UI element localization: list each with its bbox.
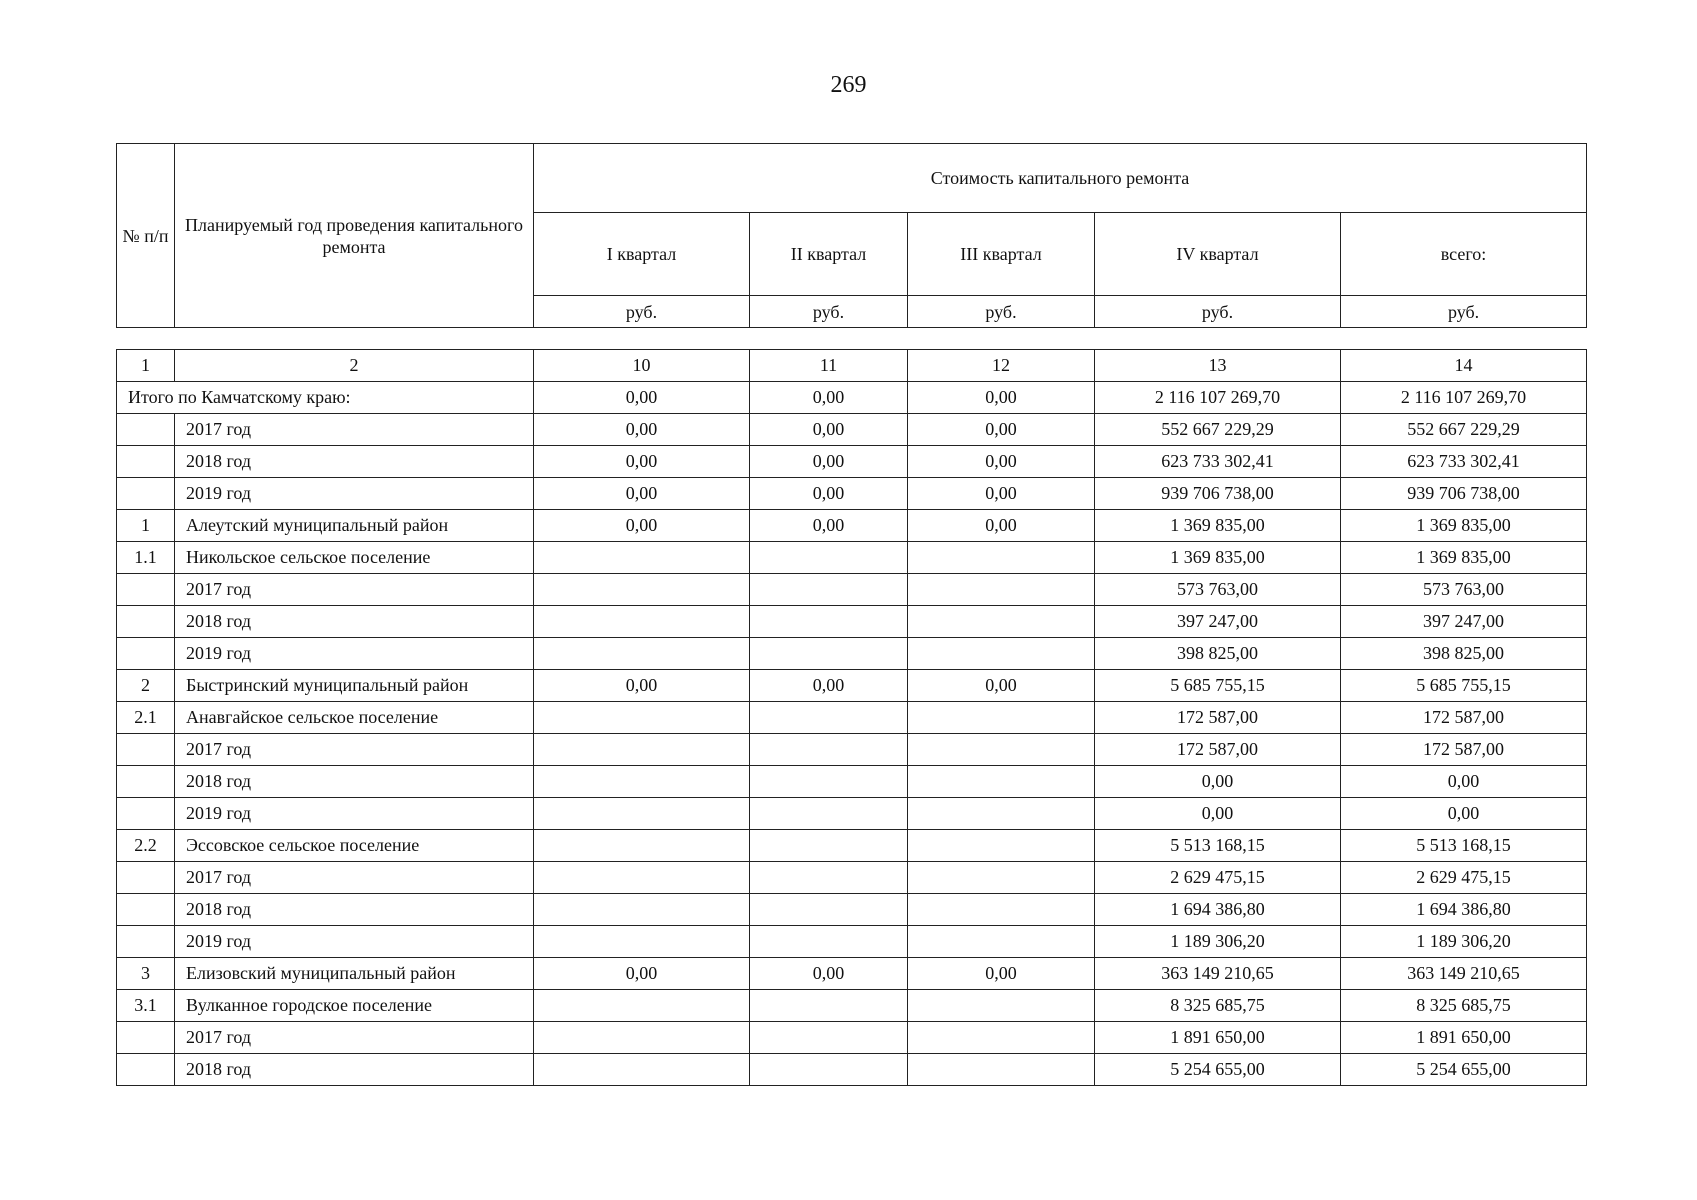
row-name-cell: 2018 год [175, 446, 534, 478]
row-number-cell: 1 [117, 510, 175, 542]
row-name-cell: Анавгайское сельское поселение [175, 702, 534, 734]
q2-cost-cell [750, 542, 908, 574]
total-row [117, 382, 1587, 414]
q2-cost-cell [750, 574, 908, 606]
q1-cost-cell [534, 702, 750, 734]
q3-cost-cell [908, 542, 1095, 574]
column-number: 11 [750, 350, 908, 382]
table-row [117, 510, 1587, 542]
header-table [116, 143, 1587, 328]
row-number-cell [117, 798, 175, 830]
total-cost-cell: 172 587,00 [1341, 734, 1587, 766]
q1-cost-cell [534, 766, 750, 798]
q4-cost-cell: 1 369 835,00 [1095, 510, 1341, 542]
total-cost-cell: 363 149 210,65 [1341, 958, 1587, 990]
table-row [117, 670, 1587, 702]
row-name-cell: 2018 год [175, 1054, 534, 1086]
row-name-cell: 2018 год [175, 766, 534, 798]
q2-cost-cell [750, 798, 908, 830]
q1-cost-cell [534, 542, 750, 574]
q3-cost-cell: 0,00 [908, 670, 1095, 702]
q2-cost-cell: 0,00 [750, 510, 908, 542]
q1-cost-cell [534, 830, 750, 862]
table-row [117, 766, 1587, 798]
header-quarter-2: II квартал [750, 213, 908, 296]
q4-cost-cell: 1 369 835,00 [1095, 542, 1341, 574]
q1-cost-cell: 0,00 [534, 414, 750, 446]
q4-cost-cell: 1 694 386,80 [1095, 894, 1341, 926]
table-row [117, 894, 1587, 926]
q1-cost-cell [534, 638, 750, 670]
q2-cost-cell [750, 638, 908, 670]
q2-cost-cell [750, 766, 908, 798]
row-number-cell [117, 638, 175, 670]
q1-cost-cell [534, 1022, 750, 1054]
total-q2: 0,00 [750, 382, 908, 414]
table-body [117, 350, 1587, 1086]
q3-cost-cell [908, 926, 1095, 958]
table-row [117, 478, 1587, 510]
q3-cost-cell [908, 830, 1095, 862]
q4-cost-cell: 1 891 650,00 [1095, 1022, 1341, 1054]
table-row [117, 734, 1587, 766]
total-cost-cell: 552 667 229,29 [1341, 414, 1587, 446]
total-cost-cell: 5 254 655,00 [1341, 1054, 1587, 1086]
q2-cost-cell: 0,00 [750, 958, 908, 990]
q3-cost-cell [908, 734, 1095, 766]
total-cost-cell: 5 685 755,15 [1341, 670, 1587, 702]
total-cost-cell: 939 706 738,00 [1341, 478, 1587, 510]
row-number-cell: 2.2 [117, 830, 175, 862]
header-unit: руб. [750, 296, 908, 328]
total-cost-cell: 623 733 302,41 [1341, 446, 1587, 478]
total-cost-cell: 573 763,00 [1341, 574, 1587, 606]
q2-cost-cell [750, 894, 908, 926]
table-row [117, 574, 1587, 606]
q2-cost-cell [750, 1022, 908, 1054]
q3-cost-cell [908, 862, 1095, 894]
row-name-cell: 2017 год [175, 1022, 534, 1054]
q2-cost-cell [750, 606, 908, 638]
total-cost-cell: 8 325 685,75 [1341, 990, 1587, 1022]
total-label: Итого по Камчатскому краю: [117, 382, 534, 414]
total-cost-cell: 1 694 386,80 [1341, 894, 1587, 926]
q3-cost-cell [908, 574, 1095, 606]
q4-cost-cell: 939 706 738,00 [1095, 478, 1341, 510]
header-unit: руб. [1341, 296, 1587, 328]
q3-cost-cell [908, 638, 1095, 670]
total-cost-cell: 1 369 835,00 [1341, 542, 1587, 574]
q4-cost-cell: 5 254 655,00 [1095, 1054, 1341, 1086]
column-number: 12 [908, 350, 1095, 382]
row-name-cell: 2018 год [175, 606, 534, 638]
total-cost-cell: 1 189 306,20 [1341, 926, 1587, 958]
row-number-cell [117, 1022, 175, 1054]
total-cost-cell: 172 587,00 [1341, 702, 1587, 734]
q3-cost-cell: 0,00 [908, 958, 1095, 990]
q1-cost-cell: 0,00 [534, 670, 750, 702]
row-name-cell: 2019 год [175, 478, 534, 510]
q2-cost-cell [750, 990, 908, 1022]
q3-cost-cell [908, 798, 1095, 830]
total-cost-cell: 0,00 [1341, 798, 1587, 830]
q3-cost-cell [908, 702, 1095, 734]
q4-cost-cell: 623 733 302,41 [1095, 446, 1341, 478]
column-number: 10 [534, 350, 750, 382]
total-cost-cell: 1 891 650,00 [1341, 1022, 1587, 1054]
row-number-cell [117, 446, 175, 478]
table-row [117, 958, 1587, 990]
row-number-cell [117, 1054, 175, 1086]
q2-cost-cell [750, 830, 908, 862]
q3-cost-cell [908, 606, 1095, 638]
q2-cost-cell [750, 1054, 908, 1086]
q1-cost-cell [534, 606, 750, 638]
row-number-cell [117, 766, 175, 798]
total-q1: 0,00 [534, 382, 750, 414]
row-name-cell: Алеутский муниципальный район [175, 510, 534, 542]
header-year-column: Планируемый год проведения капитального ремонта [175, 144, 534, 328]
header-quarter-1: I квартал [534, 213, 750, 296]
total-cost-cell: 2 629 475,15 [1341, 862, 1587, 894]
column-number: 14 [1341, 350, 1587, 382]
row-number-cell [117, 574, 175, 606]
header-cost-group: Стоимость капитального ремонта [534, 144, 1587, 213]
total-cost-cell: 1 369 835,00 [1341, 510, 1587, 542]
total-sum: 2 116 107 269,70 [1341, 382, 1587, 414]
table-row [117, 1022, 1587, 1054]
q3-cost-cell [908, 1054, 1095, 1086]
q2-cost-cell: 0,00 [750, 414, 908, 446]
table-row [117, 414, 1587, 446]
cost-table [116, 349, 1587, 1086]
row-name-cell: 2019 год [175, 638, 534, 670]
column-number: 2 [175, 350, 534, 382]
row-name-cell: Эссовское сельское поселение [175, 830, 534, 862]
table-row [117, 798, 1587, 830]
row-name-cell: 2019 год [175, 926, 534, 958]
q4-cost-cell: 552 667 229,29 [1095, 414, 1341, 446]
header-quarter-3: III квартал [908, 213, 1095, 296]
table-row [117, 702, 1587, 734]
q4-cost-cell: 5 513 168,15 [1095, 830, 1341, 862]
q1-cost-cell: 0,00 [534, 478, 750, 510]
q3-cost-cell [908, 766, 1095, 798]
q4-cost-cell: 1 189 306,20 [1095, 926, 1341, 958]
row-name-cell: 2017 год [175, 414, 534, 446]
row-name-cell: 2017 год [175, 734, 534, 766]
row-name-cell: 2018 год [175, 894, 534, 926]
q4-cost-cell: 5 685 755,15 [1095, 670, 1341, 702]
column-number: 13 [1095, 350, 1341, 382]
table-row [117, 926, 1587, 958]
row-number-cell: 2 [117, 670, 175, 702]
total-cost-cell: 398 825,00 [1341, 638, 1587, 670]
row-name-cell: Никольское сельское поселение [175, 542, 534, 574]
q4-cost-cell: 2 629 475,15 [1095, 862, 1341, 894]
q4-cost-cell: 172 587,00 [1095, 734, 1341, 766]
header-quarter-4: IV квартал [1095, 213, 1341, 296]
q2-cost-cell [750, 734, 908, 766]
total-q3: 0,00 [908, 382, 1095, 414]
q4-cost-cell: 0,00 [1095, 798, 1341, 830]
q2-cost-cell [750, 862, 908, 894]
q1-cost-cell: 0,00 [534, 958, 750, 990]
q1-cost-cell [534, 574, 750, 606]
row-name-cell: 2019 год [175, 798, 534, 830]
q2-cost-cell [750, 702, 908, 734]
q2-cost-cell: 0,00 [750, 478, 908, 510]
row-number-cell [117, 606, 175, 638]
row-number-cell [117, 478, 175, 510]
row-number-cell: 1.1 [117, 542, 175, 574]
row-number-cell [117, 862, 175, 894]
q2-cost-cell: 0,00 [750, 446, 908, 478]
page-number: 269 [830, 72, 867, 98]
table-row [117, 638, 1587, 670]
row-number-cell: 3 [117, 958, 175, 990]
q1-cost-cell [534, 862, 750, 894]
q1-cost-cell [534, 798, 750, 830]
q4-cost-cell: 0,00 [1095, 766, 1341, 798]
q3-cost-cell: 0,00 [908, 446, 1095, 478]
q1-cost-cell: 0,00 [534, 510, 750, 542]
row-number-cell: 3.1 [117, 990, 175, 1022]
q4-cost-cell: 8 325 685,75 [1095, 990, 1341, 1022]
column-number-row [117, 350, 1587, 382]
q4-cost-cell: 363 149 210,65 [1095, 958, 1341, 990]
table-row [117, 862, 1587, 894]
q4-cost-cell: 172 587,00 [1095, 702, 1341, 734]
table-row [117, 542, 1587, 574]
row-name-cell: Елизовский муниципальный район [175, 958, 534, 990]
total-cost-cell: 397 247,00 [1341, 606, 1587, 638]
q4-cost-cell: 397 247,00 [1095, 606, 1341, 638]
q1-cost-cell [534, 926, 750, 958]
q1-cost-cell: 0,00 [534, 446, 750, 478]
q4-cost-cell: 573 763,00 [1095, 574, 1341, 606]
row-name-cell: Быстринский муниципальный район [175, 670, 534, 702]
row-number-cell [117, 926, 175, 958]
table-row [117, 830, 1587, 862]
q1-cost-cell [534, 894, 750, 926]
header-unit: руб. [1095, 296, 1341, 328]
q1-cost-cell [534, 1054, 750, 1086]
total-cost-cell: 5 513 168,15 [1341, 830, 1587, 862]
table-row [117, 1054, 1587, 1086]
q3-cost-cell [908, 1022, 1095, 1054]
q3-cost-cell [908, 894, 1095, 926]
q2-cost-cell: 0,00 [750, 670, 908, 702]
table-row [117, 606, 1587, 638]
header-num-column: № п/п [117, 144, 175, 328]
row-name-cell: Вулканное городское поселение [175, 990, 534, 1022]
table-row [117, 990, 1587, 1022]
row-name-cell: 2017 год [175, 574, 534, 606]
row-name-cell: 2017 год [175, 862, 534, 894]
q3-cost-cell [908, 990, 1095, 1022]
header-unit: руб. [534, 296, 750, 328]
column-number: 1 [117, 350, 175, 382]
q3-cost-cell: 0,00 [908, 414, 1095, 446]
q2-cost-cell [750, 926, 908, 958]
q3-cost-cell: 0,00 [908, 478, 1095, 510]
q4-cost-cell: 398 825,00 [1095, 638, 1341, 670]
row-number-cell [117, 414, 175, 446]
total-cost-cell: 0,00 [1341, 766, 1587, 798]
row-number-cell [117, 734, 175, 766]
q1-cost-cell [534, 734, 750, 766]
table-row [117, 446, 1587, 478]
q1-cost-cell [534, 990, 750, 1022]
header-total: всего: [1341, 213, 1587, 296]
row-number-cell [117, 894, 175, 926]
row-number-cell: 2.1 [117, 702, 175, 734]
header-unit: руб. [908, 296, 1095, 328]
q3-cost-cell: 0,00 [908, 510, 1095, 542]
total-q4: 2 116 107 269,70 [1095, 382, 1341, 414]
